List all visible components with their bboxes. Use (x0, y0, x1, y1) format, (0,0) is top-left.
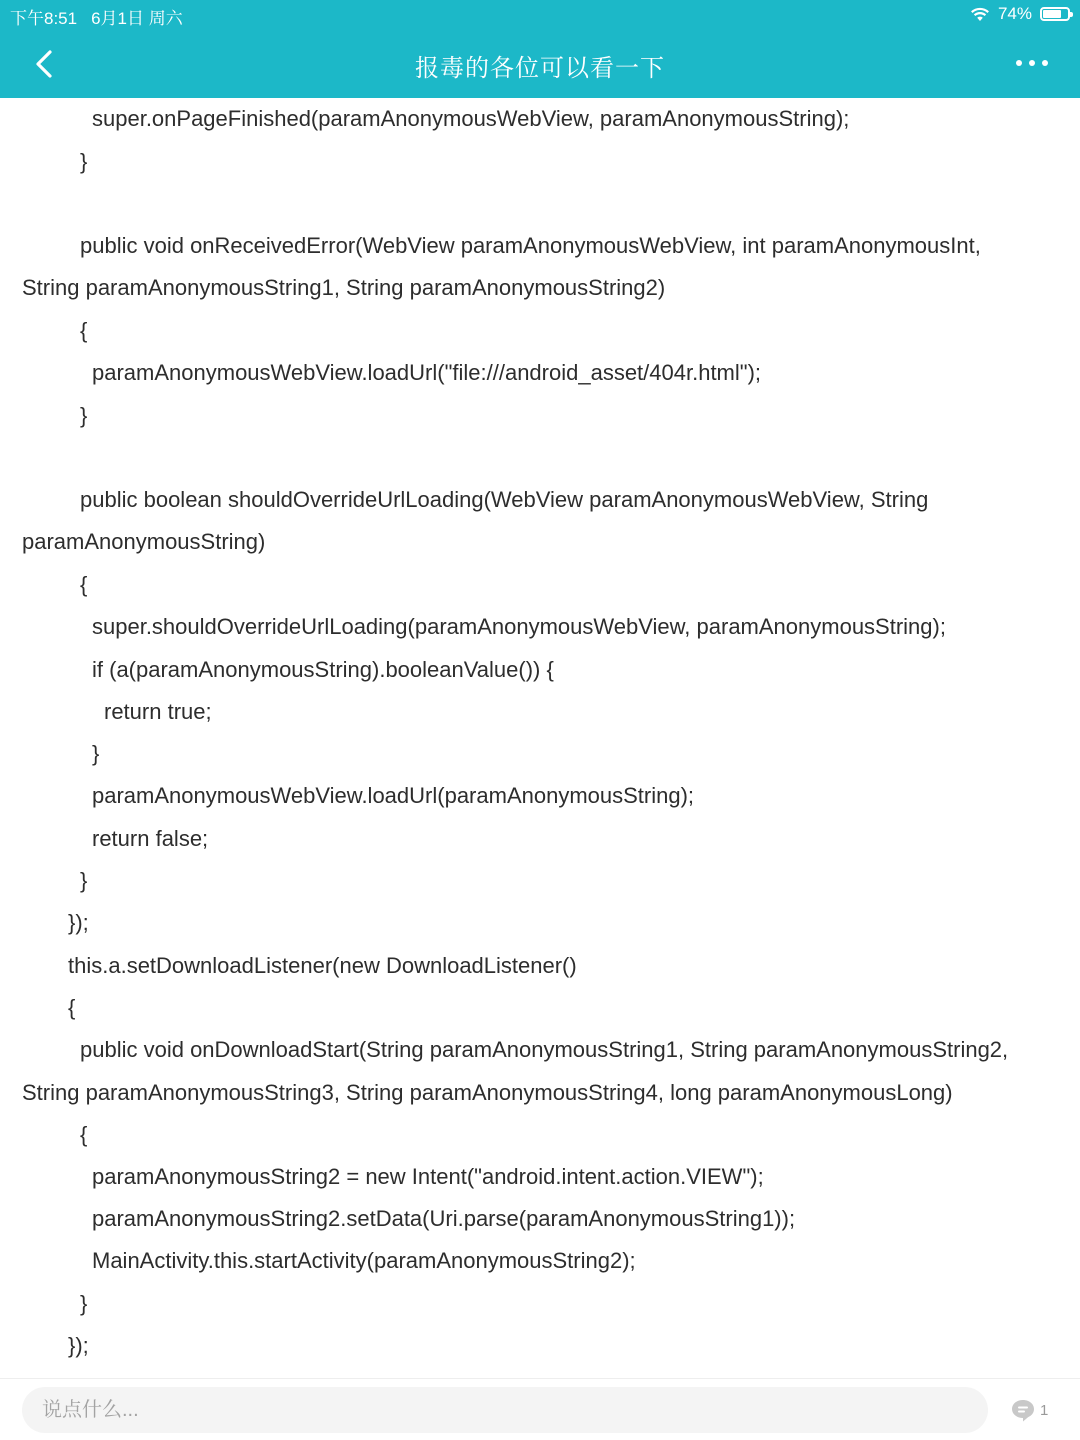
status-left (10, 4, 197, 29)
more-dots-icon (1042, 60, 1048, 66)
comment-bubble-icon (1010, 1397, 1036, 1423)
code-line: paramAnonymousString) (22, 529, 266, 554)
status-time: 下午8:51 (10, 9, 78, 28)
battery-icon (1040, 7, 1070, 21)
code-line: } (80, 868, 88, 893)
code-line: super.onPageFinished(paramAnonymousWebView, paramAnonymousString); (92, 106, 850, 131)
header (0, 0, 1080, 98)
comment-count-button[interactable] (1010, 1397, 1048, 1423)
code-line: } (92, 741, 100, 766)
code-line: { (80, 318, 88, 343)
code-line: public void onDownloadStart(String paramAnonymousString1, String paramAnonymousString2, (80, 1037, 1009, 1062)
code-line: this.a.setDownloadListener(new DownloadListener() (68, 953, 577, 978)
code-line: }); (68, 1333, 89, 1358)
more-dots-icon (1016, 60, 1022, 66)
code-line: String paramAnonymousString1, String paramAnonymousString2) (22, 275, 666, 300)
code-line: super.shouldOverrideUrlLoading(paramAnonymousWebView, paramAnonymousString); (92, 614, 946, 639)
code-line: { (68, 995, 76, 1020)
code-line: { (80, 1122, 88, 1147)
code-line: MainActivity.this.startActivity(paramAnonymousString2); (92, 1248, 636, 1273)
comment-bar (0, 1378, 1080, 1440)
code-line: paramAnonymousWebView.loadUrl(paramAnonymousString); (92, 783, 695, 808)
comment-input[interactable] (22, 1387, 988, 1433)
code-line: } (80, 403, 88, 428)
code-line: paramAnonymousString2 = new Intent("android.intent.action.VIEW"); (92, 1164, 764, 1189)
battery-percent: 74% (997, 4, 1032, 23)
nav-bar (0, 30, 1080, 98)
more-button[interactable] (1012, 48, 1052, 78)
status-right (970, 4, 1070, 24)
code-line: if (a(paramAnonymousString).booleanValue()) { (92, 657, 554, 682)
code-line: return true; (104, 699, 212, 724)
code-line: paramAnonymousWebView.loadUrl("file:///android_asset/404r.html"); (92, 360, 762, 385)
comment-count: 1 (1040, 1401, 1049, 1419)
wifi-icon (970, 7, 990, 22)
code-line: public void onReceivedError(WebView paramAnonymousWebView, int paramAnonymousInt, (80, 233, 981, 258)
code-line: String paramAnonymousString3, String paramAnonymousString4, long paramAnonymousLong) (22, 1080, 953, 1105)
status-bar (0, 0, 1080, 30)
battery-level-fill (1043, 10, 1061, 18)
code-line: return false; (92, 826, 209, 851)
page-title: 报毒的各位可以看一下 (415, 55, 665, 82)
status-date: 6月1日 周六 (91, 9, 183, 28)
code-line: } (80, 1291, 88, 1316)
code-line: { (80, 572, 88, 597)
code-line: }); (68, 910, 89, 935)
more-dots-icon (1029, 60, 1035, 66)
code-line: paramAnonymousString2.setData(Uri.parse(paramAnonymousString1)); (92, 1206, 796, 1231)
article-code-content (0, 98, 1080, 1378)
code-line: } (80, 149, 88, 174)
code-line: public boolean shouldOverrideUrlLoading(WebView paramAnonymousWebView, String (80, 487, 929, 512)
